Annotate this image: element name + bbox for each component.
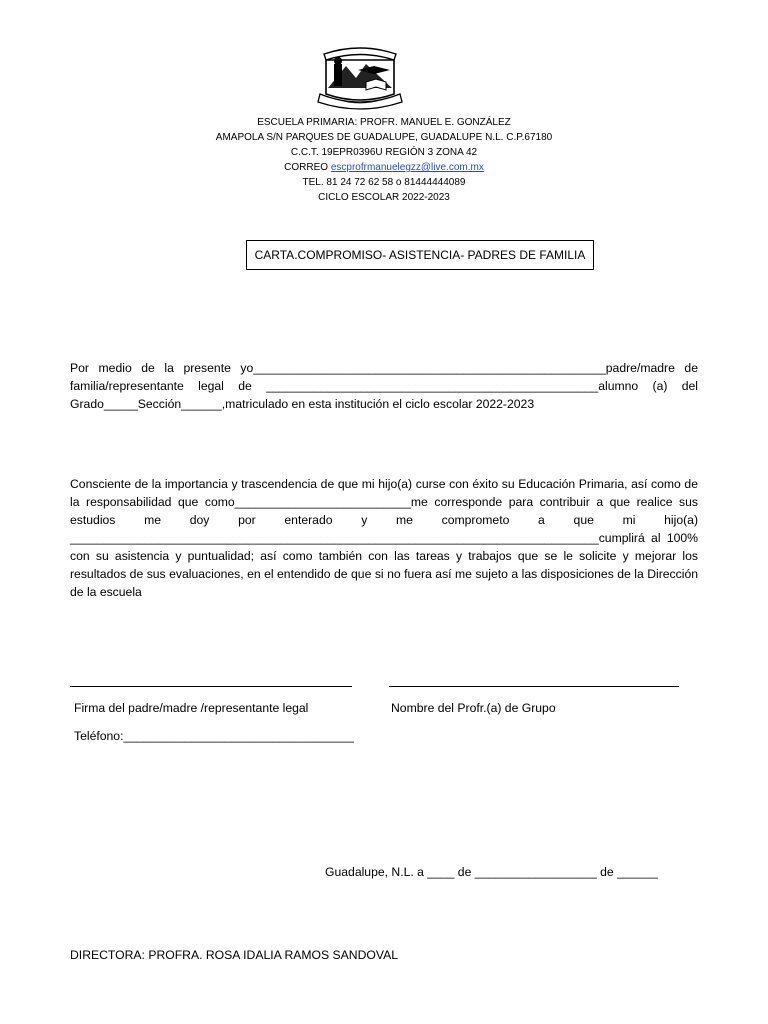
parent-signature-label: Firma del padre/madre /representante legal [74,701,309,715]
school-header [0,115,768,205]
paragraph-commitment-body: Consciente de la importancia y trascendencia de que mi hijo(a) curse con éxito su Educación Primaria, así como de la responsabilidad que como__________________________me corresponde para contribuir a que realice sus estudios me doy por enterado y me comprometo a que mi hijo(a) ______________________________________________________________________________cumplirá al 100% con su asistencia y puntualidad; así como también con las tareas y trabajos que se le solicite y mejorar los resultados de sus evaluaciones, en el entendido de que si no fuera así me sujeto a las disposiciones de la Dirección de la escuela [70,477,698,599]
email-label: CORREO [284,162,331,173]
teacher-signature-line [389,686,679,687]
school-name: ESCUELA PRIMARIA: PROFR. MANUEL E. GONZÁLEZ [257,117,511,128]
school-logo [316,44,404,112]
school-email-line [0,160,768,175]
paragraph-commitment-intro: Por medio de la presente yo____________________________________________________padre/madre de familia/representante legal de _________________________________________________alumno (a) del Grado_____Sección______,matriculado en esta institución el ciclo escolar 2022-2023 [70,361,698,411]
phone-field-label: Teléfono:__________________________________ [74,729,354,743]
date-line: Guadalupe, N.L. a ____ de __________________ de ______ [325,865,658,879]
parent-signature-line [70,686,352,687]
school-cct: C.C.T. 19EPR0396U REGIÓN 3 ZONA 42 [290,147,478,158]
email-link[interactable]: escprofrmanuelegzz@live.com.mx [330,162,484,173]
school-address: AMAPOLA S/N PARQUES DE GUADALUPE, GUADALUPE N.L. C.P.67180 [215,132,553,143]
director-name: DIRECTORA: PROFRA. ROSA IDALIA RAMOS SANDOVAL [70,948,399,962]
school-phone: TEL. 81 24 72 62 58 o 81444444089 [302,177,466,188]
teacher-name-label: Nombre del Profr.(a) de Grupo [391,701,556,715]
school-cycle: CICLO ESCOLAR 2022-2023 [318,192,450,203]
document-title: CARTA.COMPROMISO- ASISTENCIA- PADRES DE FAMILIA [246,240,594,270]
